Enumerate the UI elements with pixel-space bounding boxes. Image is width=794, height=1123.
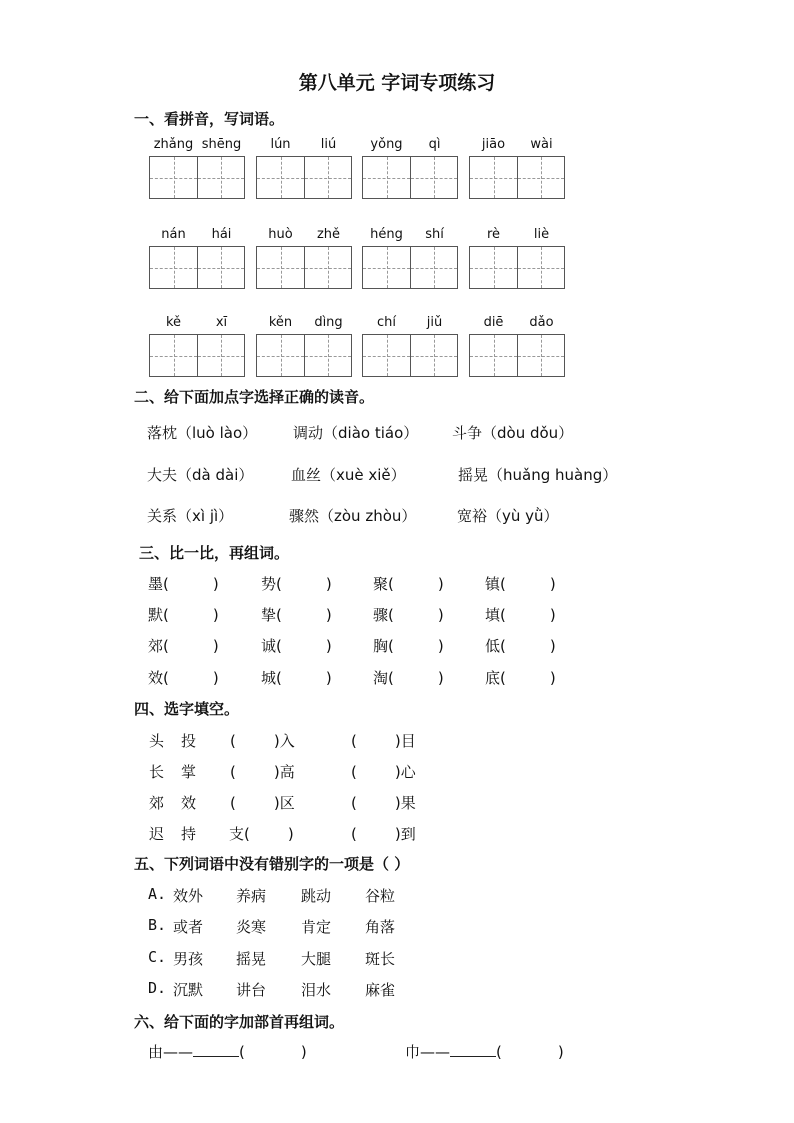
- writing-cell[interactable]: [363, 335, 410, 376]
- option-label[interactable]: B.: [148, 916, 167, 934]
- pinyin-label: diē: [483, 315, 504, 330]
- option-label[interactable]: A.: [148, 885, 167, 903]
- choice-char: 迟: [149, 825, 165, 843]
- writing-cell[interactable]: [304, 247, 351, 288]
- compare-item: 势( ): [261, 575, 332, 593]
- option-label[interactable]: D.: [148, 979, 167, 997]
- fill-blank-2: ( )果: [351, 794, 416, 812]
- choice-char: 郊: [149, 794, 165, 812]
- section-5-heading: 五、下列词语中没有错别字的一项是（ ）: [134, 855, 410, 873]
- writing-cell[interactable]: [363, 247, 410, 288]
- pinyin-label: shēng: [201, 137, 242, 152]
- reading-item: 大夫（dà dài）: [147, 466, 254, 484]
- fill-word: 入: [279, 732, 295, 750]
- fill-word: 高: [279, 763, 295, 781]
- writing-cell[interactable]: [197, 247, 244, 288]
- fill-word: 果: [400, 794, 416, 812]
- option-word: 斑长: [365, 950, 396, 968]
- fill-blank-1: ( )区: [230, 794, 295, 812]
- pinyin-label: xī: [215, 315, 228, 330]
- fill-word: 支: [229, 825, 245, 843]
- reading-item: 骤然（zòu zhòu）: [289, 507, 417, 525]
- writing-box-pair[interactable]: [256, 156, 352, 199]
- pinyin-label: jiāo: [481, 137, 506, 152]
- section-1-heading: 一、看拼音，写词语。: [134, 110, 285, 128]
- pinyin-label: chí: [377, 315, 396, 330]
- compare-item: 城( ): [261, 669, 332, 687]
- radical-dash: ——: [420, 1043, 451, 1061]
- writing-box-pair[interactable]: [469, 156, 565, 199]
- option-word: 讲台: [236, 981, 267, 999]
- fill-blank-1: 支( ): [229, 825, 294, 843]
- writing-cell[interactable]: [304, 157, 351, 198]
- writing-cell[interactable]: [410, 157, 457, 198]
- page-title: 第八单元 字词专项练习: [298, 72, 496, 94]
- reading-item: 调动（diào tiáo）: [293, 424, 419, 442]
- pinyin-label: rè: [486, 227, 501, 242]
- fill-word: 到: [400, 825, 416, 843]
- option-word: 男孩: [173, 950, 204, 968]
- option-word: 效外: [173, 887, 204, 905]
- fill-blank-2: ( )到: [351, 825, 416, 843]
- writing-cell[interactable]: [517, 247, 564, 288]
- compare-char: 诚: [261, 637, 277, 655]
- section-4-heading: 四、选字填空。: [134, 700, 240, 718]
- radical-item: 由—— ( ): [148, 1043, 307, 1061]
- pinyin-label: huò: [268, 227, 293, 242]
- compare-char: 墨: [148, 575, 164, 593]
- radical-dash: ——: [163, 1043, 194, 1061]
- answer-blank[interactable]: [450, 1042, 496, 1057]
- compare-char: 郊: [148, 637, 164, 655]
- writing-cell[interactable]: [470, 157, 517, 198]
- compare-char: 骤: [373, 606, 389, 624]
- option-word: 摇晃: [236, 950, 267, 968]
- reading-item: 关系（xì jì）: [147, 507, 234, 525]
- compare-char: 势: [261, 575, 277, 593]
- compare-char: 默: [148, 606, 164, 624]
- radical-char: 巾: [405, 1043, 421, 1061]
- choice-char: 掌: [181, 763, 197, 781]
- reading-item: 血丝（xuè xiě）: [291, 466, 406, 484]
- pinyin-label: nán: [161, 227, 186, 242]
- compare-item: 效( ): [148, 669, 219, 687]
- pinyin-label: liú: [320, 137, 337, 152]
- fill-blank-2: ( )目: [351, 732, 416, 750]
- writing-box-pair[interactable]: [362, 246, 458, 289]
- writing-box-pair[interactable]: [362, 334, 458, 377]
- writing-box-pair[interactable]: [362, 156, 458, 199]
- pinyin-label: kěn: [268, 315, 293, 330]
- writing-cell[interactable]: [257, 335, 304, 376]
- pinyin-label: hái: [211, 227, 232, 242]
- fill-blank-1: ( )入: [230, 732, 295, 750]
- reading-item: 摇晃（huǎng huàng）: [458, 466, 618, 484]
- choice-char: 投: [181, 732, 197, 750]
- writing-cell[interactable]: [150, 157, 197, 198]
- compare-char: 镇: [485, 575, 501, 593]
- option-word: 麻雀: [365, 981, 396, 999]
- writing-box-pair[interactable]: [149, 156, 245, 199]
- compare-item: 胸( ): [373, 637, 444, 655]
- compare-char: 填: [485, 606, 501, 624]
- compare-char: 聚: [373, 575, 389, 593]
- writing-cell[interactable]: [197, 335, 244, 376]
- fill-blank-2: ( )心: [351, 763, 416, 781]
- fill-word: 心: [400, 763, 416, 781]
- pinyin-label: jiǔ: [426, 315, 443, 330]
- writing-cell[interactable]: [257, 247, 304, 288]
- writing-cell[interactable]: [363, 157, 410, 198]
- option-word: 泪水: [301, 981, 332, 999]
- option-word: 大腿: [301, 950, 332, 968]
- pinyin-label: wài: [530, 137, 553, 152]
- compare-char: 淘: [373, 669, 389, 687]
- section-3-heading: 三、比一比，再组词。: [139, 544, 290, 562]
- writing-cell[interactable]: [517, 335, 564, 376]
- compare-item: 骤( ): [373, 606, 444, 624]
- writing-cell[interactable]: [197, 157, 244, 198]
- compare-item: 诚( ): [261, 637, 332, 655]
- writing-cell[interactable]: [410, 335, 457, 376]
- writing-cell[interactable]: [150, 335, 197, 376]
- writing-cell[interactable]: [470, 247, 517, 288]
- option-word: 沉默: [173, 981, 204, 999]
- option-word: 角落: [365, 918, 396, 936]
- fill-word: 目: [400, 732, 416, 750]
- radical-char: 由: [148, 1043, 164, 1061]
- compare-char: 底: [485, 669, 501, 687]
- reading-item: 落枕（luò lào）: [147, 424, 258, 442]
- writing-cell[interactable]: [257, 157, 304, 198]
- pinyin-label: héng: [370, 227, 403, 242]
- pinyin-label: lún: [270, 137, 291, 152]
- option-word: 炎寒: [236, 918, 267, 936]
- compare-item: 镇( ): [485, 575, 556, 593]
- radical-item: 巾—— ( ): [405, 1043, 564, 1061]
- compare-item: 墨( ): [148, 575, 219, 593]
- compare-char: 胸: [373, 637, 389, 655]
- writing-box-pair[interactable]: [256, 334, 352, 377]
- writing-box-pair[interactable]: [469, 246, 565, 289]
- reading-item: 宽裕（yù yǜ）: [457, 507, 559, 525]
- option-word: 养病: [236, 887, 267, 905]
- pinyin-label: dìng: [314, 315, 343, 330]
- answer-blank[interactable]: [193, 1042, 239, 1057]
- writing-box-pair[interactable]: [256, 246, 352, 289]
- fill-blank-1: ( )高: [230, 763, 295, 781]
- compare-item: 默( ): [148, 606, 219, 624]
- pinyin-label: zhě: [316, 227, 341, 242]
- choice-char: 持: [181, 825, 197, 843]
- pinyin-label: kě: [165, 315, 182, 330]
- writing-cell[interactable]: [410, 247, 457, 288]
- choice-char: 效: [181, 794, 197, 812]
- pinyin-label: shí: [425, 227, 444, 242]
- section-2-heading: 二、给下面加点字选择正确的读音。: [134, 388, 375, 406]
- compare-item: 聚( ): [373, 575, 444, 593]
- writing-box-pair[interactable]: [469, 334, 565, 377]
- compare-char: 挚: [261, 606, 277, 624]
- writing-cell[interactable]: [304, 335, 351, 376]
- section-6-heading: 六、给下面的字加部首再组词。: [134, 1013, 345, 1031]
- compare-char: 效: [148, 669, 164, 687]
- pinyin-label: qì: [428, 137, 441, 152]
- option-label[interactable]: C.: [148, 948, 167, 966]
- pinyin-label: dǎo: [529, 315, 554, 330]
- compare-item: 挚( ): [261, 606, 332, 624]
- option-word: 肯定: [301, 918, 332, 936]
- writing-box-pair[interactable]: [149, 246, 245, 289]
- pinyin-label: liè: [533, 227, 550, 242]
- compare-item: 低( ): [485, 637, 556, 655]
- reading-item: 斗争（dòu dǒu）: [452, 424, 574, 442]
- writing-cell[interactable]: [470, 335, 517, 376]
- compare-item: 底( ): [485, 669, 556, 687]
- pinyin-label: yǒng: [370, 137, 403, 152]
- compare-char: 城: [261, 669, 277, 687]
- option-word: 跳动: [301, 887, 332, 905]
- option-word: 谷粒: [365, 887, 396, 905]
- choice-char: 头: [149, 732, 165, 750]
- choice-char: 长: [149, 763, 165, 781]
- option-word: 或者: [173, 918, 204, 936]
- writing-box-pair[interactable]: [149, 334, 245, 377]
- compare-item: 填( ): [485, 606, 556, 624]
- pinyin-label: zhǎng: [153, 137, 194, 152]
- writing-cell[interactable]: [150, 247, 197, 288]
- fill-word: 区: [279, 794, 295, 812]
- writing-cell[interactable]: [517, 157, 564, 198]
- compare-item: 淘( ): [373, 669, 444, 687]
- compare-char: 低: [485, 637, 501, 655]
- compare-item: 郊( ): [148, 637, 219, 655]
